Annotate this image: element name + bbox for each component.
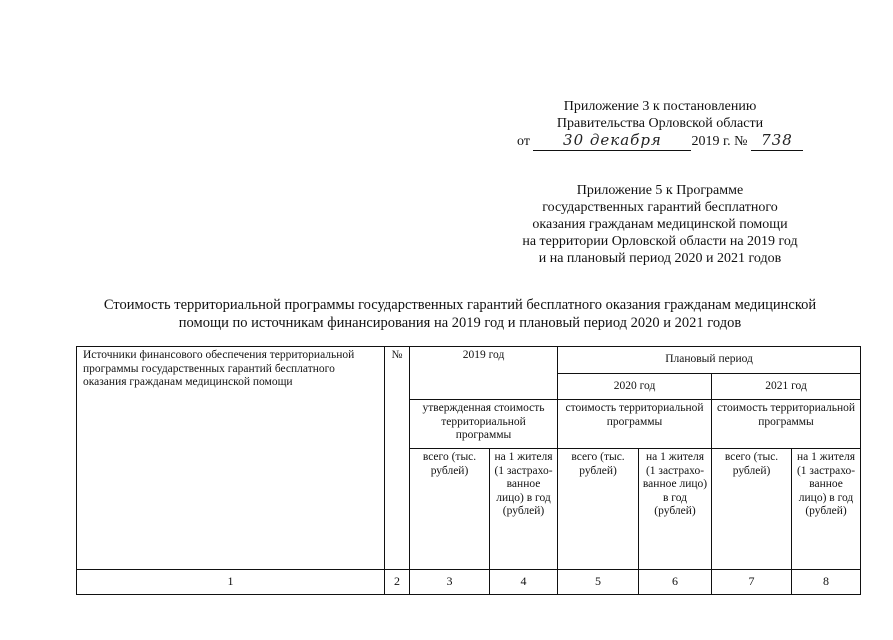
appendix-header-line1: Приложение 3 к постановлению bbox=[563, 99, 757, 114]
total-2020-header: всего (тыс. рублей) bbox=[558, 449, 639, 570]
program-header-line: и на плановый период 2020 и 2021 годов bbox=[538, 251, 782, 266]
order-year-label: 2019 г. № bbox=[691, 134, 748, 149]
year-2021-header: 2021 год bbox=[712, 374, 861, 400]
order-number-handwritten: 738 bbox=[761, 131, 793, 149]
program-appendix-header bbox=[480, 182, 840, 267]
program-header-line: на территории Орловской области на 2019 год bbox=[522, 234, 798, 249]
program-header-line: государственных гарантий бесплатного bbox=[542, 200, 778, 215]
source-header-cell: Источники финансового обеспечения территориальной программы государственных гарантий бесплатного оказания гражданам медицинской помощи bbox=[77, 347, 385, 570]
approved-cost-header: утвержденная стоимость территориальной программы bbox=[410, 400, 558, 449]
appendix-header bbox=[470, 98, 850, 152]
cost-2021-header: стоимость территориальной программы bbox=[712, 400, 861, 449]
column-number-cell: 1 bbox=[77, 570, 385, 595]
order-reference bbox=[470, 132, 850, 152]
column-number-cell: 4 bbox=[490, 570, 558, 595]
year-2019-header: 2019 год bbox=[410, 347, 558, 400]
per-capita-2019-header: на 1 жителя (1 застрахо-ванное лицо) в год (рублей) bbox=[490, 449, 558, 570]
planned-period-header: Плановый период bbox=[558, 347, 861, 374]
num-header-cell: № bbox=[385, 347, 410, 570]
column-number-cell: 3 bbox=[410, 570, 490, 595]
per-capita-2020-header: на 1 жителя (1 застрахо-ванное лицо) в год (рублей) bbox=[639, 449, 712, 570]
cost-2020-header: стоимость территориальной программы bbox=[558, 400, 712, 449]
appendix-header-line2: Правительства Орловской области bbox=[556, 116, 764, 131]
total-2019-header: всего (тыс. рублей) bbox=[410, 449, 490, 570]
total-2021-header: всего (тыс. рублей) bbox=[712, 449, 792, 570]
order-date-field bbox=[533, 132, 691, 151]
document-title bbox=[60, 296, 860, 332]
document-title-line1: Стоимость территориальной программы государственных гарантий бесплатного оказания гражданам медицинской bbox=[103, 297, 817, 313]
column-number-cell: 8 bbox=[792, 570, 861, 595]
year-2020-header: 2020 год bbox=[558, 374, 712, 400]
per-capita-2021-header: на 1 жителя (1 застрахо-ванное лицо) в год (рублей) bbox=[792, 449, 861, 570]
column-number-row bbox=[77, 570, 861, 595]
column-number-cell: 6 bbox=[639, 570, 712, 595]
column-number-cell: 7 bbox=[712, 570, 792, 595]
order-date-handwritten: 30 декабря bbox=[563, 131, 662, 149]
column-number-cell: 5 bbox=[558, 570, 639, 595]
financing-table bbox=[76, 346, 861, 595]
document-title-line2: помощи по источникам финансирования на 2019 год и плановый период 2020 и 2021 годов bbox=[178, 315, 742, 331]
program-header-line: оказания гражданам медицинской помощи bbox=[532, 217, 788, 232]
column-number-cell: 2 bbox=[385, 570, 410, 595]
order-number-field bbox=[751, 132, 803, 151]
order-from-label: от bbox=[517, 134, 530, 149]
program-header-line: Приложение 5 к Программе bbox=[576, 183, 744, 198]
